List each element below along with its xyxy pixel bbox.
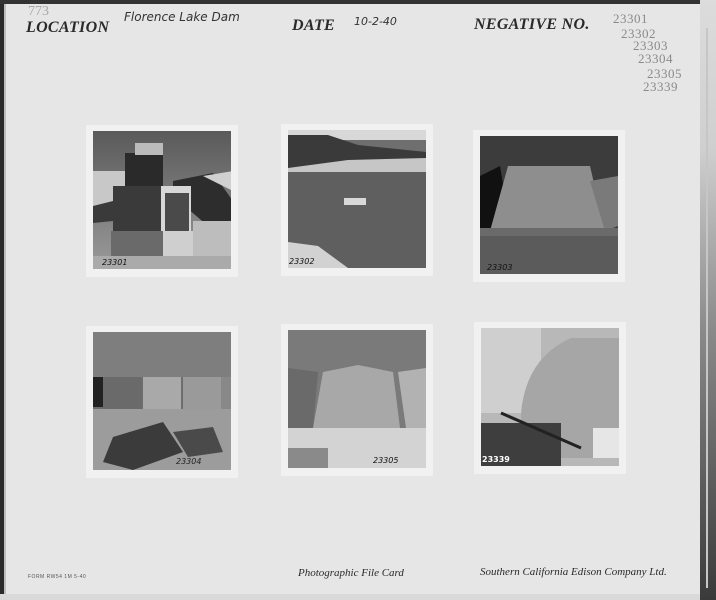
company-name: Southern California Edison Company Ltd. — [480, 566, 667, 578]
negative-number-4: 23304 — [638, 51, 673, 66]
photo-number: 23301 — [102, 258, 128, 267]
photo-23302[interactable] — [281, 124, 433, 276]
photo-number: 23304 — [176, 457, 202, 466]
scan-right-strip — [700, 0, 716, 600]
photo-23301[interactable] — [86, 125, 238, 277]
negative-number-6: 23339 — [643, 79, 678, 94]
photo-image — [93, 131, 231, 269]
negative-number-3: 23303 — [633, 38, 668, 53]
photo-23305[interactable] — [281, 324, 433, 476]
ghost-number: 773 — [28, 4, 49, 19]
photo-number: 23339 — [482, 455, 510, 464]
negative-number-5: 23305 — [647, 66, 682, 81]
date-value: 10-2-40 — [354, 15, 397, 28]
location-label: LOCATION — [26, 19, 110, 36]
photo-23303[interactable] — [473, 130, 625, 282]
form-code: FORM RW54 1M 5-40 — [28, 574, 87, 580]
strip-edge-line — [706, 28, 708, 588]
photo-number: 23303 — [487, 263, 513, 272]
photo-number: 23302 — [289, 257, 315, 266]
location-value: Florence Lake Dam — [124, 10, 240, 24]
photo-image — [288, 330, 426, 468]
card-title: Photographic File Card — [298, 567, 404, 579]
photo-23339[interactable] — [474, 322, 626, 474]
photo-image — [480, 136, 618, 274]
photo-23304[interactable] — [86, 326, 238, 478]
negative-number-2: 23302 — [621, 26, 656, 41]
photo-image — [481, 328, 619, 466]
photographic-file-card — [4, 4, 700, 594]
photo-number: 23305 — [373, 456, 399, 465]
negative-number-1: 23301 — [613, 11, 648, 26]
date-label: DATE — [292, 17, 335, 34]
photo-image — [288, 130, 426, 268]
negative-label: NEGATIVE NO. — [474, 16, 590, 33]
scan-bottom-edge — [0, 594, 700, 600]
photo-image — [93, 332, 231, 470]
